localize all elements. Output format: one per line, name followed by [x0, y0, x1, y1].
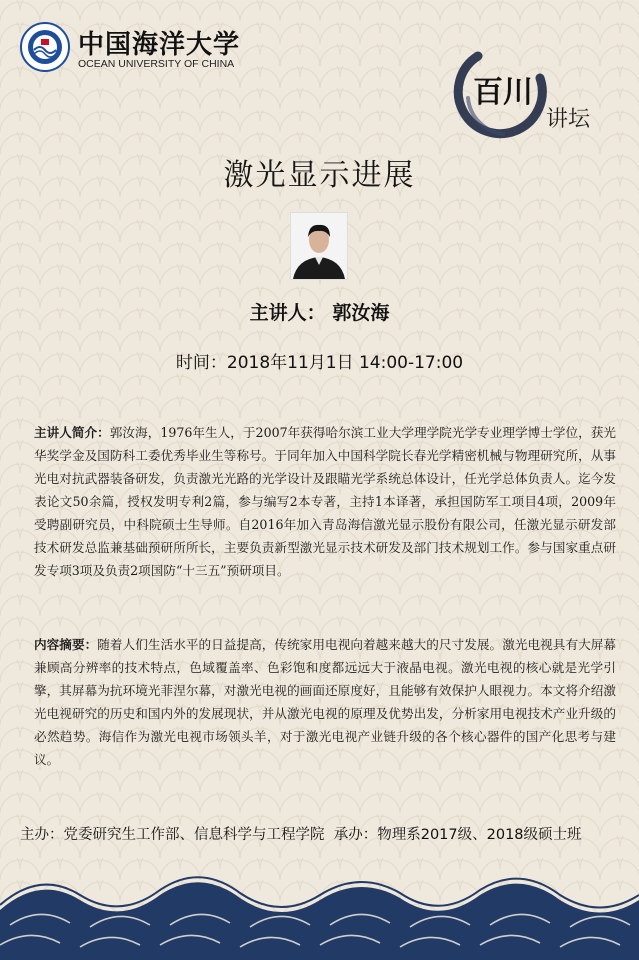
university-seal-icon [20, 22, 70, 72]
time-value: 2018年11月1日 14:00-17:00 [226, 353, 464, 373]
lecture-title: 激光显示进展 [223, 158, 416, 193]
forum-brand [448, 38, 628, 148]
abstract-label: 内容摘要： [34, 637, 98, 652]
speaker-name: 郭汝海 [332, 302, 390, 324]
bio-text: 郭汝海，1976年生人，于2007年获得哈尔滨工业大学理学院光学专业理学博士学位，获光华奖学金及国防科工委优秀毕业生等称号。于同年加入中国科学院长春光学精密机械与物理研究所，从事光电对抗武器装备研发，负责激光光路的光学设计及跟瞄光学系统总体设计，任光学总体负责人。迄今发表论文50余篇，授权发明专利2篇，参与编写2本专著，主持1本译著，承担国防军工项目4项，2009年受聘副研究员，中科院硕士生导师。自2016年加入青岛海信激光显示股份有限公司，任激光显示研发部技术研发总监兼基础预研所所长，主要负责新型激光显示技术研发及部门技术规划工作。参与国家重点研发专项3项及负责2项国防“十三五”预研项目。 [34, 425, 617, 578]
speaker-label: 主讲人： [249, 302, 326, 324]
wave-decoration [0, 865, 639, 960]
brand-mark-text: 百川 [473, 75, 533, 110]
time-line [0, 348, 639, 373]
bio-label: 主讲人简介： [34, 425, 110, 440]
abstract-text: 随着人们生活水平的日益提高，传统家用电视向着越来越大的尺寸发展。激光电视具有大屏幕兼顾高分辨率的技术特点，色域覆盖率、色彩饱和度都远远大于液晶电视。激光电视的核心就是光学引擎，其屏幕为抗环境光菲涅尔幕，对激光电视的画面还原度好，且能够有效保护人眼视力。本文将介绍激光电视研究的历史和国内外的发展现状，并从激光电视的原理及优势出发，分析家用电视技术产业升级的必然趋势。海信作为激光电视市场领头羊，对于激光电视产业链升级的各个核心器件的国产化思考与建议。 [34, 637, 617, 767]
speaker-photo [290, 212, 348, 280]
brand-label: 讲坛 [546, 107, 591, 132]
sponsors-line [20, 823, 630, 844]
university-name-cn: 中国海洋大学 [78, 30, 241, 60]
brand-brush-circle-icon [448, 38, 558, 148]
time-label: 时间： [175, 353, 227, 373]
co-organizer-text: 承办：物理系2017级、2018级硕士班 [333, 827, 582, 843]
speaker-portrait-icon [291, 213, 347, 279]
abstract [34, 633, 616, 771]
speaker-line [0, 298, 639, 325]
speaker-bio [34, 421, 616, 582]
university-name-en: OCEAN UNIVERSITY OF CHINA [78, 58, 235, 70]
organizer-text: 主办：党委研究生工作部、信息科学与工程学院 [20, 827, 325, 843]
university-logo [20, 22, 241, 78]
